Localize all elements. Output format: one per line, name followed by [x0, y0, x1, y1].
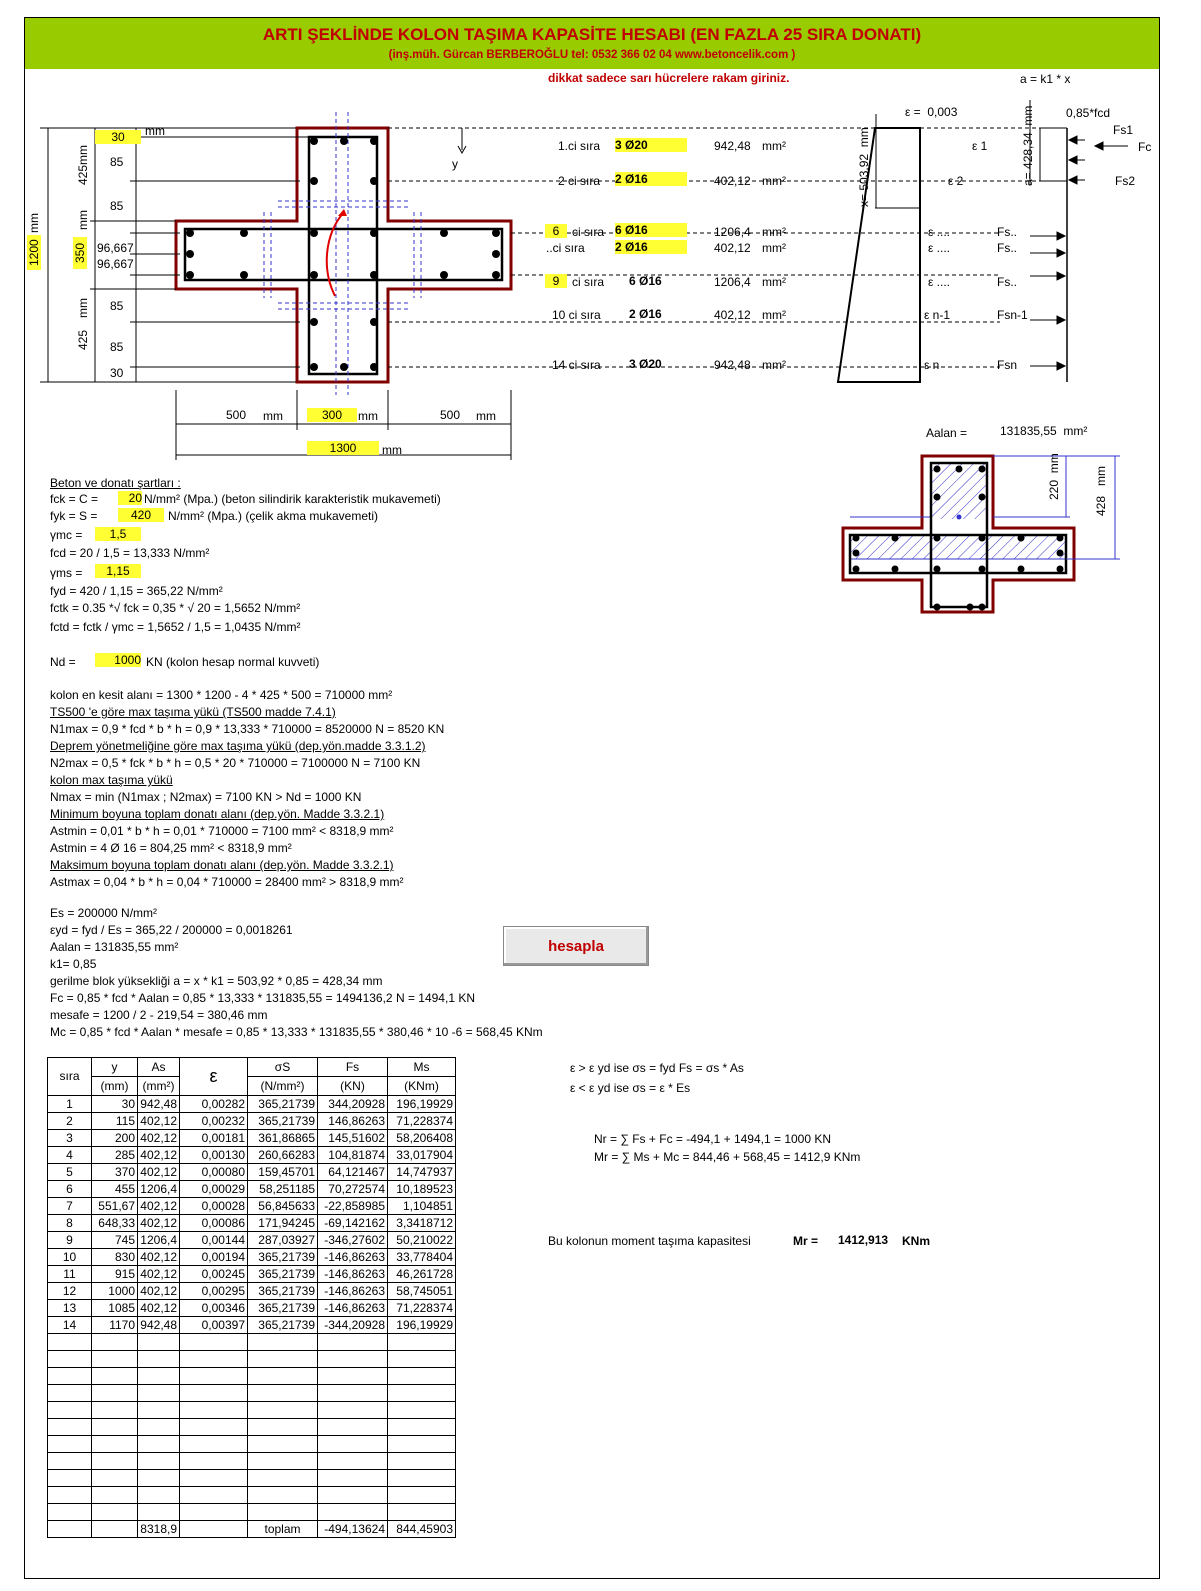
table-row-empty [48, 1368, 456, 1385]
table-cell: 1085 [92, 1300, 138, 1317]
table-row-empty [48, 1487, 456, 1504]
table-cell: -146,86263 [318, 1300, 388, 1317]
table-cell: 12 [48, 1283, 92, 1300]
table-row [48, 1113, 456, 1130]
table-row [48, 1181, 456, 1198]
table-cell: 402,12 [138, 1198, 180, 1215]
table-row [48, 1147, 456, 1164]
table-row [48, 1215, 456, 1232]
table-cell: 10 [48, 1249, 92, 1266]
table-cell: 0,00029 [180, 1181, 248, 1198]
table-row-empty [48, 1351, 456, 1368]
total-width-input[interactable]: 1300 [307, 441, 379, 455]
calc-line: k1= 0,85 [50, 957, 97, 971]
table-cell: 50,210022 [388, 1232, 456, 1249]
table-cell: 402,12 [138, 1266, 180, 1283]
fyk-label: fyk = S = [50, 509, 98, 523]
fck-label: fck = C = [50, 492, 99, 506]
row-1-bars[interactable]: 3 Ø20 [615, 138, 687, 152]
table-cell: 13 [48, 1300, 92, 1317]
fctd-line: fctd = fctk / γmc = 1,5652 / 1,5 = 1,0435 N/mm² [50, 620, 301, 634]
strain-top-label: ε = 0,003 [905, 105, 958, 119]
total-label: toplam [248, 1521, 318, 1538]
row-1-label: 1.ci sıra [558, 139, 601, 153]
dim-mm-bottom: mm [76, 298, 90, 318]
fck-unit: N/mm² (Mpa.) (beton silindirik karakteristik mukavemeti) [144, 492, 441, 506]
fyd-line: fyd = 420 / 1,15 = 365,22 N/mm² [50, 584, 223, 598]
th-as-unit: (mm²) [138, 1077, 180, 1096]
table-cell: 402,12 [138, 1300, 180, 1317]
area-dim-428: 428 mm [1094, 465, 1108, 516]
calc-line: kolon en kesit alanı = 1300 * 1200 - 4 * 425 * 500 = 710000 mm² [50, 688, 393, 702]
table-row [48, 1249, 456, 1266]
capacity-value: 1412,913 [838, 1233, 889, 1247]
row-6-bars[interactable]: 6 Ø16 [615, 223, 687, 237]
calc-line: gerilme blok yüksekliği a = x * k1 = 503,92 * 0,85 = 428,34 mm [50, 974, 383, 988]
table-cell: 159,45701 [248, 1164, 318, 1181]
table-row-empty [48, 1402, 456, 1419]
table-cell: 370 [92, 1164, 138, 1181]
table-cell: -22,858985 [318, 1198, 388, 1215]
table-cell: 0,00295 [180, 1283, 248, 1300]
fcd-block-label: 0,85*fcd [1066, 106, 1111, 120]
table-cell: 1,104851 [388, 1198, 456, 1215]
table-cell: 9 [48, 1232, 92, 1249]
table-row [48, 1130, 456, 1147]
table-cell: 402,12 [138, 1249, 180, 1266]
eps-x: ε .... [928, 241, 951, 255]
table-cell: 1 [48, 1096, 92, 1113]
row-6-unit: mm² [762, 225, 786, 239]
table-cell: 196,19929 [388, 1096, 456, 1113]
eps-n-1: ε n-1 [924, 308, 951, 322]
table-row-empty [48, 1334, 456, 1351]
dim-right-unit: mm [476, 409, 496, 423]
row-1-unit: mm² [762, 139, 786, 153]
total-as: 8318,9 [138, 1521, 180, 1538]
dim-85-b: 85 [110, 199, 124, 213]
table-cell: 58,206408 [388, 1130, 456, 1147]
table-cell: 56,845633 [248, 1198, 318, 1215]
gamma-ms-input[interactable]: 1,15 [95, 564, 141, 578]
table-cell: 58,745051 [388, 1283, 456, 1300]
row-2-label: 2 ci sıra [558, 174, 601, 188]
dim-left-unit: mm [263, 409, 283, 423]
total-fs: -494,13624 [318, 1521, 388, 1538]
row-6-label: ci sıra [572, 225, 605, 239]
row-10-area: 402,12 [714, 308, 751, 322]
table-cell: 10,189523 [388, 1181, 456, 1198]
nr-result: Nr = ∑ Fs + Fc = -494,1 + 1494,1 = 1000 KN [594, 1132, 832, 1146]
nd-label: Nd = [50, 655, 76, 669]
gamma-ms-label: γms = [50, 566, 83, 580]
force-fs6: Fs.. [997, 225, 1017, 239]
table-cell: 0,00397 [180, 1317, 248, 1334]
table-cell: 0,00086 [180, 1215, 248, 1232]
rule-yield: ε > ε yd ise σs = fyd Fs = σs * As [570, 1061, 744, 1075]
total-height: 1200 [27, 235, 41, 270]
row-14-area: 942,48 [714, 358, 751, 372]
th-row: sıra [48, 1058, 92, 1096]
row-x-bars[interactable]: 2 Ø16 [615, 240, 687, 254]
gamma-mc-label: γmc = [50, 528, 83, 542]
dim-85-c: 85 [110, 299, 124, 313]
table-row [48, 1317, 456, 1334]
table-cell: 402,12 [138, 1113, 180, 1130]
table-cell: 365,21739 [248, 1317, 318, 1334]
calc-line: Es = 200000 N/mm² [50, 906, 158, 920]
dim-85-a: 85 [110, 155, 124, 169]
table-cell: -146,86263 [318, 1249, 388, 1266]
row-9-number[interactable]: 9 [545, 274, 567, 288]
th-eps: ε [180, 1058, 248, 1096]
dim-total-unit: mm [382, 443, 402, 457]
dim-96667-b: 96,667 [97, 257, 134, 271]
a-depth: a= 428,34 mm [1021, 105, 1035, 186]
table-row [48, 1164, 456, 1181]
row-10-bars: 2 Ø16 [629, 307, 662, 321]
cover-top-input[interactable]: 30 [95, 130, 141, 144]
calc-line: Astmin = 0,01 * b * h = 0,01 * 710000 = 7100 mm² < 8318,9 mm² [50, 824, 394, 838]
row-1-area: 942,48 [714, 139, 751, 153]
table-cell: -344,20928 [318, 1317, 388, 1334]
table-cell: 285 [92, 1147, 138, 1164]
dim-96667-a: 96,667 [97, 241, 134, 255]
calculate-button[interactable]: hesapla [503, 926, 649, 966]
eps-1: ε 1 [972, 139, 988, 153]
table-cell: 70,272574 [318, 1181, 388, 1198]
table-cell: 64,121467 [318, 1164, 388, 1181]
table-cell: 33,778404 [388, 1249, 456, 1266]
eps-2: ε 2 [948, 174, 964, 188]
table-cell: 830 [92, 1249, 138, 1266]
calc-line: Aalan = 131835,55 mm² [50, 940, 179, 954]
table-cell: 33,017904 [388, 1147, 456, 1164]
table-cell: 0,00130 [180, 1147, 248, 1164]
table-cell: 260,66283 [248, 1147, 318, 1164]
calc-line: Nmax = min (N1max ; N2max) = 7100 KN > Nd = 1000 KN [50, 790, 362, 804]
area-dim-220: 220 mm [1047, 453, 1061, 500]
table-cell: 196,19929 [388, 1317, 456, 1334]
table-cell: 6 [48, 1181, 92, 1198]
table-cell: 3 [48, 1130, 92, 1147]
table-cell: 0,00282 [180, 1096, 248, 1113]
force-fsx: Fs.. [997, 241, 1017, 255]
calc-line: mesafe = 1200 / 2 - 219,54 = 380,46 mm [50, 1008, 268, 1022]
x-depth: x= 503,92 mm [857, 127, 871, 207]
table-cell: 71,228374 [388, 1113, 456, 1130]
table-cell: 942,48 [138, 1317, 180, 1334]
results-table [47, 1057, 456, 1538]
th-as: As [138, 1058, 180, 1077]
row-x-label: ..ci sıra [546, 241, 585, 255]
calc-line: kolon max taşıma yükü [50, 773, 173, 787]
table-cell: 287,03927 [248, 1232, 318, 1249]
table-cell: -146,86263 [318, 1283, 388, 1300]
table-cell: 7 [48, 1198, 92, 1215]
th-ms-unit: (KNm) [388, 1077, 456, 1096]
capacity-unit: KNm [902, 1234, 931, 1248]
calc-line: Deprem yönetmeliğine göre max taşıma yükü (dep.yön.madde 3.3.1.2) [50, 739, 426, 753]
table-cell: -69,142162 [318, 1215, 388, 1232]
table-cell: 0,00181 [180, 1130, 248, 1147]
table-cell: 2 [48, 1113, 92, 1130]
table-cell: 11 [48, 1266, 92, 1283]
table-cell: 365,21739 [248, 1266, 318, 1283]
th-y-unit: (mm) [92, 1077, 138, 1096]
table-cell: 0,00245 [180, 1266, 248, 1283]
table-cell: 402,12 [138, 1215, 180, 1232]
dim-center-unit: mm [358, 409, 378, 423]
table-cell: 915 [92, 1266, 138, 1283]
table-cell: 402,12 [138, 1283, 180, 1300]
area-label: Aalan = [926, 426, 968, 440]
calc-line: N2max = 0,5 * fck * b * h = 0,5 * 20 * 710000 = 7100000 N = 7100 KN [50, 756, 421, 770]
th-y: y [92, 1058, 138, 1077]
capacity-label: Bu kolonun moment taşıma kapasitesi [548, 1234, 751, 1248]
row-x-area: 402,12 [714, 241, 751, 255]
mr-result: Mr = ∑ Ms + Mc = 844,46 + 568,45 = 1412,9 KNm [594, 1150, 861, 1164]
calc-line: Minimum boyuna toplam donatı alanı (dep.yön. Madde 3.3.2.1) [50, 807, 385, 821]
table-cell: -146,86263 [318, 1266, 388, 1283]
table-cell: 1206,4 [138, 1181, 180, 1198]
force-fs2: Fs2 [1115, 174, 1136, 188]
table-cell: 0,00144 [180, 1232, 248, 1249]
table-cell: 30 [92, 1096, 138, 1113]
total-ms: 844,45903 [388, 1521, 456, 1538]
table-cell: 104,81874 [318, 1147, 388, 1164]
input-warning: dikkat sadece sarı hücrelere rakam giriniz. [548, 71, 790, 85]
force-fsn-1: Fsn-1 [997, 308, 1028, 322]
table-cell: 648,33 [92, 1215, 138, 1232]
row-14-unit: mm² [762, 358, 786, 372]
table-row [48, 1300, 456, 1317]
table-cell: 3,3418712 [388, 1215, 456, 1232]
table-cell: 942,48 [138, 1096, 180, 1113]
calc-line: TS500 'e göre max taşıma yükü (TS500 madde 7.4.1) [50, 705, 336, 719]
dim-mm-mid: mm [76, 210, 90, 230]
row-10-unit: mm² [762, 308, 786, 322]
dim-30-bottom: 30 [110, 366, 124, 380]
calc-line: N1max = 0,9 * fcd * b * h = 0,9 * 13,333 * 710000 = 8520000 N = 8520 KN [50, 722, 445, 736]
row-6-area: 1206,4 [714, 225, 751, 239]
table-cell: 0,00194 [180, 1249, 248, 1266]
row-9-bars: 6 Ø16 [629, 274, 662, 288]
row-2-area: 402,12 [714, 174, 751, 188]
nd-unit: KN (kolon hesap normal kuvveti) [146, 655, 320, 669]
table-cell: 171,94245 [248, 1215, 318, 1232]
fcd-line: fcd = 20 / 1,5 = 13,333 N/mm² [50, 546, 210, 560]
page-title: ARTI ŞEKLİNDE KOLON TAŞIMA KAPASİTE HESABI (EN FAZLA 25 SIRA DONATI) [262, 25, 922, 44]
th-sigma: σS [248, 1058, 318, 1077]
web-depth-input[interactable]: 350 [73, 237, 87, 269]
table-cell: 146,86263 [318, 1113, 388, 1130]
area-value: 131835,55 mm² [1000, 424, 1088, 438]
force-fs1: Fs1 [1113, 123, 1134, 137]
table-cell: 115 [92, 1113, 138, 1130]
row-10-label: 10 ci sıra [552, 308, 601, 322]
capacity-mr: Mr = [793, 1234, 819, 1248]
table-row-empty [48, 1470, 456, 1487]
table-cell: 4 [48, 1147, 92, 1164]
calc-line: Mc = 0,85 * fcd * Aalan * mesafe = 0,85 * 13,333 * 131835,55 * 380,46 * 10 -6 = 568,45 KNm [50, 1025, 543, 1039]
table-cell: 0,00232 [180, 1113, 248, 1130]
table-cell: 200 [92, 1130, 138, 1147]
table-cell: 402,12 [138, 1164, 180, 1181]
eps-9: ε .... [928, 275, 951, 289]
capacity-checks [50, 688, 444, 892]
table-row [48, 1283, 456, 1300]
force-fsn: Fsn [997, 358, 1018, 372]
table-cell: 8 [48, 1215, 92, 1232]
row-x-unit: mm² [762, 241, 786, 255]
table-cell: 365,21739 [248, 1300, 318, 1317]
table-cell: 58,251185 [248, 1181, 318, 1198]
force-fc: Fc [1138, 140, 1152, 154]
table-row-empty [48, 1504, 456, 1521]
row-2-unit: mm² [762, 174, 786, 188]
th-ms: Ms [388, 1058, 456, 1077]
row-2-bars[interactable]: 2 Ø16 [615, 172, 687, 186]
fyk-unit: N/mm² (Mpa.) (çelik akma mukavemeti) [168, 509, 379, 523]
eps-n: ε n [924, 358, 940, 372]
table-row [48, 1232, 456, 1249]
table-cell: 1000 [92, 1283, 138, 1300]
table-cell: 365,21739 [248, 1096, 318, 1113]
table-row-empty [48, 1453, 456, 1470]
dim-425-bottom: 425 [76, 329, 90, 350]
table-cell: 344,20928 [318, 1096, 388, 1113]
eps-6: ε .... [928, 225, 951, 239]
dim-mm-top: mm [76, 145, 90, 165]
table-cell: 0,00346 [180, 1300, 248, 1317]
fyk-input[interactable]: 420 [118, 508, 164, 522]
web-width-input[interactable]: 300 [307, 408, 357, 422]
row-14-bars: 3 Ø20 [629, 357, 662, 371]
table-cell: 5 [48, 1164, 92, 1181]
table-row-empty [48, 1436, 456, 1453]
table-row-empty [48, 1419, 456, 1436]
dim-85-d: 85 [110, 340, 124, 354]
th-sigma-unit: (N/mm²) [248, 1077, 318, 1096]
table-cell: 0,00028 [180, 1198, 248, 1215]
calc-line: Fc = 0,85 * fcd * Aalan = 0,85 * 13,333 * 131835,55 = 1494136,2 N = 1494,1 KN [50, 991, 475, 1005]
force-fs9: Fs.. [997, 275, 1017, 289]
table-cell: 71,228374 [388, 1300, 456, 1317]
table-row-empty [48, 1385, 456, 1402]
row-14-label: 14 ci sıra [552, 358, 601, 372]
dim-425-top: 425 [76, 164, 90, 185]
row-9-unit: mm² [762, 275, 786, 289]
strain-calcs [50, 906, 543, 1042]
row-9-label: ci sıra [572, 275, 605, 289]
th-fs-unit: (KN) [318, 1077, 388, 1096]
cover-unit: mm [145, 124, 165, 138]
formula-a: a = k1 * x [1020, 72, 1071, 86]
nd-input[interactable]: 1000 [95, 653, 141, 667]
table-cell: 745 [92, 1232, 138, 1249]
rule-elastic: ε < ε yd ise σs = ε * Es [570, 1081, 691, 1095]
row-9-area: 1206,4 [714, 275, 751, 289]
table-cell: 361,86865 [248, 1130, 318, 1147]
materials-title: Beton ve donatı şartları : [50, 476, 181, 490]
table-cell: 365,21739 [248, 1249, 318, 1266]
table-row [48, 1198, 456, 1215]
calc-line: εyd = fyd / Es = 365,22 / 200000 = 0,0018261 [50, 923, 293, 937]
dim-right-width: 500 [440, 408, 461, 422]
calc-line: Astmin = 4 Ø 16 = 804,25 mm² < 8318,9 mm² [50, 841, 292, 855]
y-axis-label: y [452, 157, 458, 171]
fck-input[interactable]: 20 [118, 491, 142, 505]
table-cell: 402,12 [138, 1147, 180, 1164]
author-line: (inş.müh. Gürcan BERBEROĞLU tel: 0532 366 02 04 www.betoncelik.com ) [388, 49, 796, 61]
table-cell: -346,27602 [318, 1232, 388, 1249]
table-cell: 1206,4 [138, 1232, 180, 1249]
row-6-number[interactable]: 6 [545, 224, 567, 238]
dim-mm-height: mm [27, 213, 41, 233]
table-cell: 365,21739 [248, 1283, 318, 1300]
table-cell: 0,00080 [180, 1164, 248, 1181]
table-cell: 365,21739 [248, 1113, 318, 1130]
calc-line: Maksimum boyuna toplam donatı alanı (dep.yön. Madde 3.3.2.1) [50, 858, 394, 872]
table-cell: 145,51602 [318, 1130, 388, 1147]
table-row [48, 1096, 456, 1113]
table-cell: 402,12 [138, 1130, 180, 1147]
fctk-line: fctk = 0.35 *√ fck = 0,35 * √ 20 = 1,5652 N/mm² [50, 601, 301, 615]
table-cell: 46,261728 [388, 1266, 456, 1283]
table-row [48, 1266, 456, 1283]
th-fs: Fs [318, 1058, 388, 1077]
calc-line: Astmax = 0,04 * b * h = 0,04 * 710000 = 28400 mm² > 8318,9 mm² [50, 875, 404, 889]
gamma-mc-input[interactable]: 1,5 [95, 527, 141, 541]
table-cell: 551,67 [92, 1198, 138, 1215]
table-cell: 455 [92, 1181, 138, 1198]
table-cell: 14,747937 [388, 1164, 456, 1181]
table-cell: 1170 [92, 1317, 138, 1334]
table-cell: 14 [48, 1317, 92, 1334]
dim-left-width: 500 [226, 408, 247, 422]
